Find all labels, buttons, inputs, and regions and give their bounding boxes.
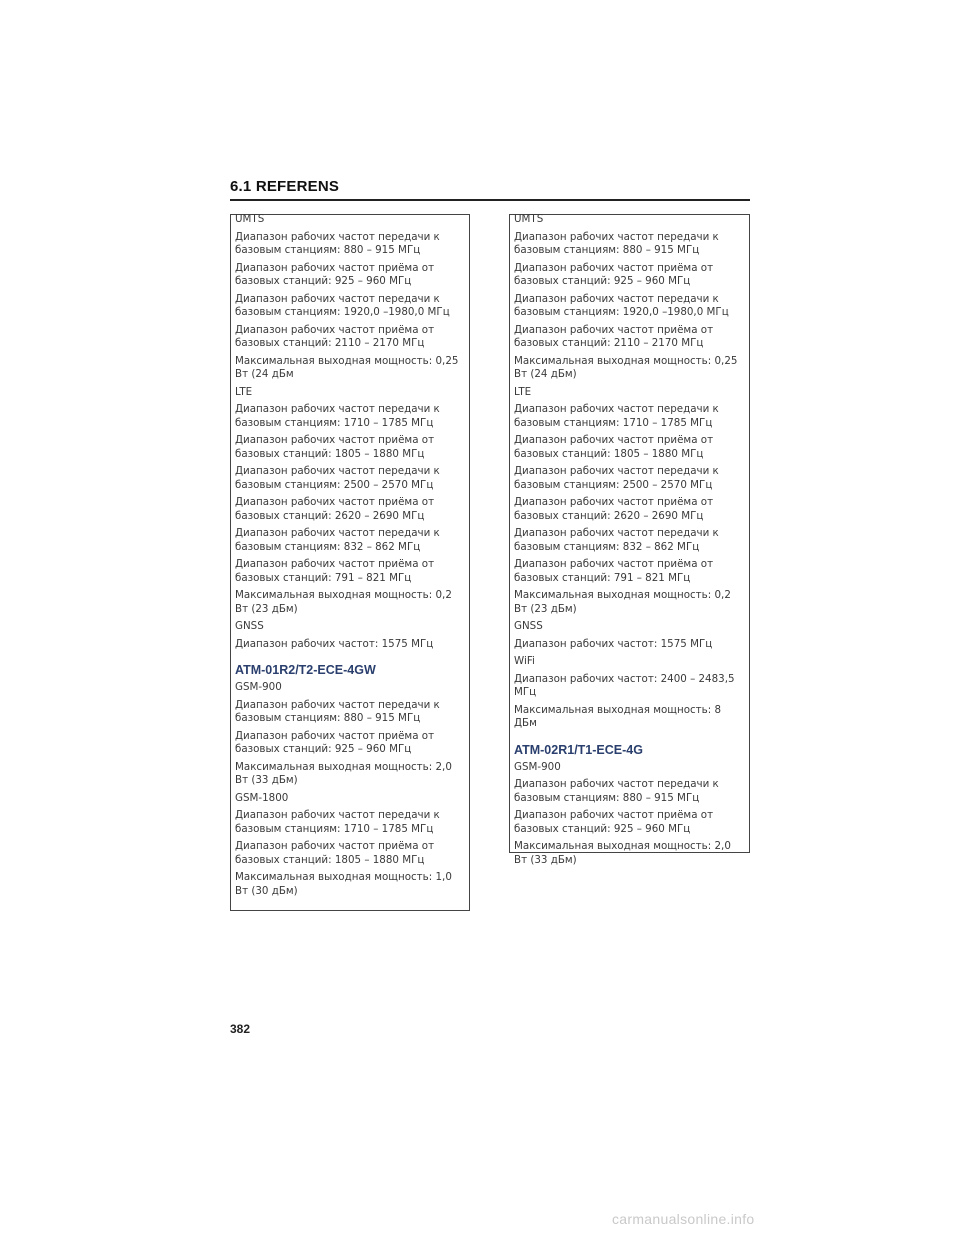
spec-entry: Диапазон рабочих частот передачи к базовым станциям: 2500 – 2570 МГц (235, 465, 440, 491)
spec-entry: Диапазон рабочих частот передачи к базовым станциям: 880 – 915 МГц (514, 778, 719, 804)
spec-entry: Диапазон рабочих частот передачи к базовым станциям: 1920,0 –1980,0 МГц (235, 292, 450, 318)
spec-entry: Диапазон рабочих частот приёма от базовых станций: 1805 – 1880 МГц (235, 434, 435, 460)
model-heading: ATM-01R2/T2-ECE-4GW (235, 663, 376, 677)
spec-entry: Диапазон рабочих частот передачи к базовым станциям: 1920,0 –1980,0 МГц (514, 292, 729, 318)
spec-entry: Диапазон рабочих частот приёма от базовых станций: 1805 – 1880 МГц (235, 840, 435, 866)
spec-entry: Диапазон рабочих частот: 2400 – 2483,5 МГц (514, 672, 735, 698)
spec-entry: Максимальная выходная мощность: 0,2 Вт (23 дБм) (514, 589, 731, 615)
spec-entry: WiFi (514, 655, 535, 667)
spec-entry: Диапазон рабочих частот передачи к базовым станциям: 880 – 915 МГц (235, 698, 440, 724)
spec-entry: Диапазон рабочих частот приёма от базовых станций: 925 – 960 МГц (235, 261, 435, 287)
spec-entry: Максимальная выходная мощность: 1,0 Вт (30 дБм) (235, 871, 452, 897)
spec-entry: Максимальная выходная мощность: 0,25 Вт (24 дБм) (514, 354, 738, 380)
spec-entry: GSM-1800 (235, 791, 289, 804)
spec-entry: Максимальная выходная мощность: 0,2 Вт (23 дБм) (235, 589, 452, 615)
spec-entry: Диапазон рабочих частот приёма от базовых станций: 925 – 960 МГц (514, 261, 714, 287)
page-number: 382 (230, 1022, 251, 1036)
spec-entry: Диапазон рабочих частот приёма от базовых станций: 925 – 960 МГц (235, 729, 435, 755)
spec-entry: GSM-900 (514, 760, 561, 773)
spec-entry: GNSS (235, 620, 264, 632)
spec-entry: Максимальная выходная мощность: 2,0 Вт (33 дБм) (514, 840, 731, 866)
spec-entry: Максимальная выходная мощность: 2,0 Вт (33 дБм) (235, 760, 452, 786)
spec-entry: Диапазон рабочих частот: 1575 МГц (514, 637, 713, 650)
watermark: carmanualsonline.info (612, 1211, 755, 1227)
spec-entry: LTE (514, 385, 532, 398)
spec-entry: Диапазон рабочих частот передачи к базовым станциям: 2500 – 2570 МГц (514, 465, 719, 491)
spec-entry: UMTS (235, 213, 265, 225)
spec-entry: GNSS (514, 620, 543, 632)
model-heading: ATM-02R1/T1-ECE-4G (514, 742, 643, 757)
spec-entry: Диапазон рабочих частот передачи к базовым станциям: 1710 – 1785 МГц (514, 403, 719, 429)
spec-entry: UMTS (514, 213, 544, 225)
spec-entry: Диапазон рабочих частот передачи к базовым станциям: 832 – 862 МГц (514, 527, 719, 553)
spec-entry: Диапазон рабочих частот приёма от базовых станций: 925 – 960 МГц (514, 809, 714, 835)
spec-entry: Максимальная выходная мощность: 0,25 Вт (24 дБм (235, 354, 459, 380)
spec-entry: Диапазон рабочих частот передачи к базовым станциям: 880 – 915 МГц (514, 230, 719, 256)
spec-entry: GSM-900 (235, 681, 282, 693)
title-rule (230, 199, 750, 201)
spec-entry: Диапазон рабочих частот приёма от базовых станций: 2620 – 2690 МГц (514, 496, 714, 522)
spec-entry: Диапазон рабочих частот передачи к базовым станциям: 832 – 862 МГц (235, 527, 440, 553)
section-title: 6.1 REFERENS (230, 178, 340, 195)
spec-entry: Диапазон рабочих частот приёма от базовых станций: 2110 – 2170 МГц (235, 323, 435, 349)
spec-entry: Диапазон рабочих частот приёма от базовых станций: 791 – 821 МГц (514, 558, 714, 584)
spec-entry: Диапазон рабочих частот приёма от базовых станций: 1805 – 1880 МГц (514, 434, 714, 460)
spec-entry: Диапазон рабочих частот: 1575 МГц (235, 637, 434, 650)
spec-entry: Максимальная выходная мощность: 8 ДБм (514, 703, 722, 729)
spec-entry: Диапазон рабочих частот передачи к базовым станциям: 1710 – 1785 МГц (235, 809, 440, 835)
spec-entry: Диапазон рабочих частот приёма от базовых станций: 2620 – 2690 МГц (235, 496, 435, 522)
right-spec-box (509, 213, 750, 866)
spec-entry: Диапазон рабочих частот приёма от базовых станций: 2110 – 2170 МГц (514, 323, 714, 349)
spec-entry: Диапазон рабочих частот приёма от базовых станций: 791 – 821 МГц (235, 558, 435, 584)
left-spec-box (230, 214, 470, 911)
spec-entry: Диапазон рабочих частот передачи к базовым станциям: 880 – 915 МГц (235, 230, 440, 256)
spec-entry: Диапазон рабочих частот передачи к базовым станциям: 1710 – 1785 МГц (235, 403, 440, 429)
spec-entry: LTE (235, 385, 253, 398)
